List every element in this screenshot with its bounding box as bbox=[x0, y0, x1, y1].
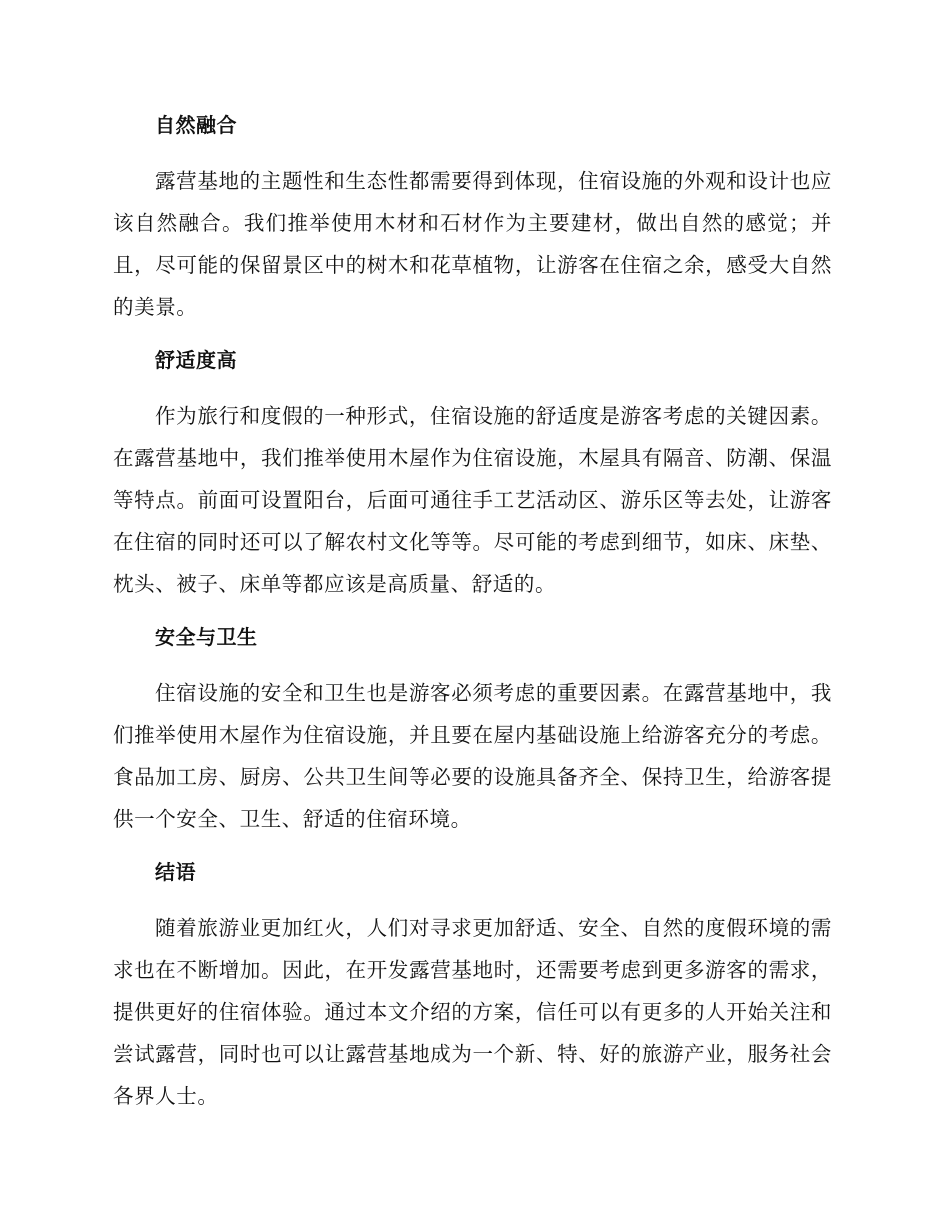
section-heading: 舒适度高 bbox=[155, 348, 237, 372]
section-natural-integration bbox=[113, 104, 832, 328]
section-conclusion bbox=[113, 851, 832, 1117]
document-page bbox=[113, 104, 832, 1128]
section-safety-hygiene bbox=[113, 616, 832, 840]
section-comfort bbox=[113, 339, 832, 605]
section-heading: 结语 bbox=[155, 860, 196, 884]
section-heading: 安全与卫生 bbox=[155, 625, 258, 649]
section-paragraph: 住宿设施的安全和卫生也是游客必须考虑的重要因素。在露营基地中，我们推举使用木屋作为住宿设施，并且要在屋内基础设施上给游客充分的考虑。食品加工房、厨房、公共卫生间等必要的设施具备齐全、保持卫生，给游客提供一个安全、卫生、舒适的住宿环境。 bbox=[113, 681, 832, 831]
section-paragraph: 随着旅游业更加红火，人们对寻求更加舒适、安全、自然的度假环境的需求也在不断增加。因此，在开发露营基地时，还需要考虑到更多游客的需求，提供更好的住宿体验。通过本文介绍的方案，信任可以有更多的人开始关注和尝试露营，同时也可以让露营基地成为一个新、特、好的旅游产业，服务社会各界人士。 bbox=[113, 916, 832, 1108]
section-paragraph: 露营基地的主题性和生态性都需要得到体现，住宿设施的外观和设计也应该自然融合。我们推举使用木材和石材作为主要建材，做出自然的感觉；并且，尽可能的保留景区中的树木和花草植物，让游客在住宿之余，感受大自然的美景。 bbox=[113, 169, 832, 319]
section-heading: 自然融合 bbox=[155, 113, 237, 137]
section-paragraph: 作为旅行和度假的一种形式，住宿设施的舒适度是游客考虑的关键因素。在露营基地中，我们推举使用木屋作为住宿设施，木屋具有隔音、防潮、保温等特点。前面可设置阳台，后面可通往手工艺活动区、游乐区等去处，让游客在住宿的同时还可以了解农村文化等等。尽可能的考虑到细节，如床、床垫、枕头、被子、床单等都应该是高质量、舒适的。 bbox=[113, 404, 832, 596]
